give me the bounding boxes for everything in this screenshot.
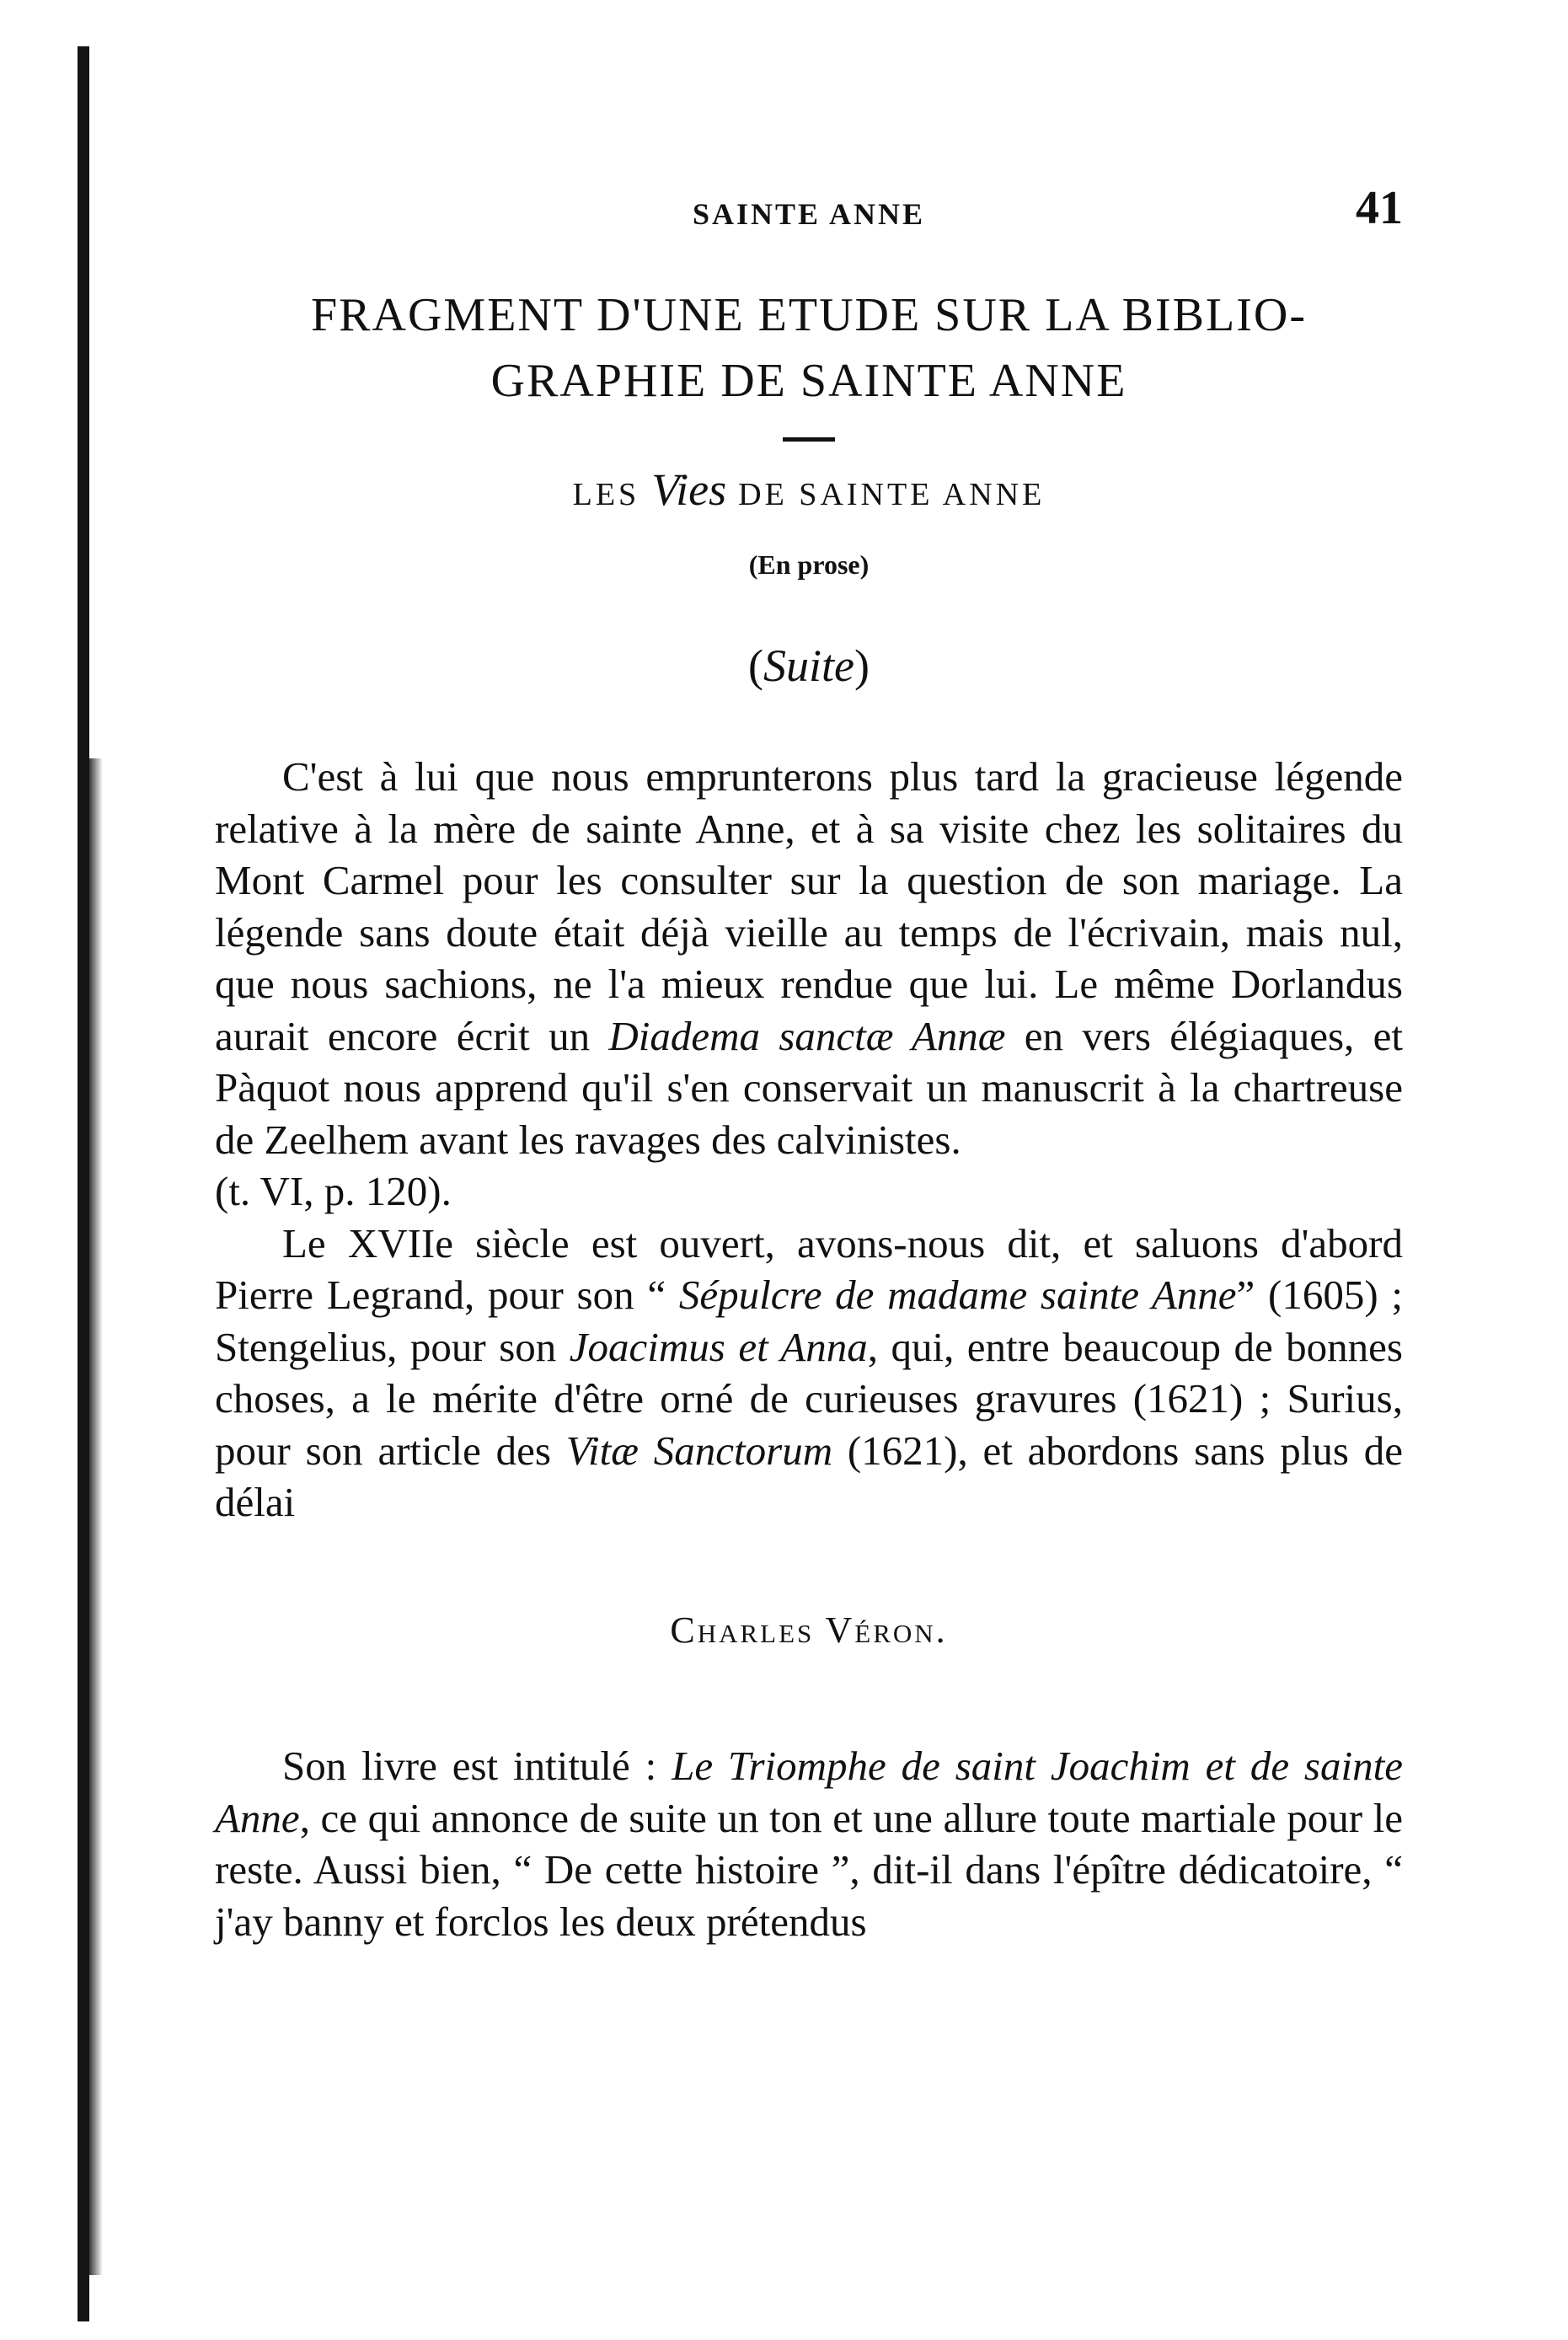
- section-heading: Charles Véron.: [670, 1609, 948, 1651]
- book-page: [215, 181, 1403, 1947]
- paragraph-1-text-1: C'est à lui que nous emprunterons plus tard la gracieuse légende relative à la mère de sainte Anne, et à sa visite chez les solitaires du Mont Carmel pour les consulter sur la question de son mariage. La légende sans doute était déjà vieille au temps de l'écrivain, mais nul, que nous sachions, ne l'a mieux rendue que lui. Le même Dorlandus aurait encore écrit un: [215, 753, 1403, 1059]
- running-title: SAINTE ANNE: [692, 197, 926, 231]
- suite-open: (: [748, 640, 763, 691]
- subtitle-italic: Vies: [651, 464, 727, 515]
- article-title: [215, 282, 1403, 414]
- body-text: [215, 751, 1403, 1947]
- title-line-2: GRAPHIE DE SAINTE ANNE: [490, 355, 1127, 407]
- paragraph-1-italic-1: Diadema sanctæ Annæ: [608, 1012, 1006, 1059]
- suite-italic: Suite: [763, 640, 854, 691]
- suite-close: ): [854, 640, 870, 691]
- paragraph-3-text-1: Son livre est intitulé :: [282, 1743, 672, 1789]
- gutter-shading: [89, 758, 103, 2275]
- book-spine-shadow: [78, 46, 89, 2321]
- paragraph-2-italic-1: Sépulcre de madame sainte Anne: [678, 1272, 1237, 1318]
- paragraph-2-text-1: Le XVIIe siècle est ouvert, avons-nous dit, et saluons d'abord Pierre Legrand, pour son “: [215, 1219, 1403, 1318]
- paragraph-3-text-2: , ce qui annonce de suite un ton et une allure toute martiale pour le reste. Aussi bien, “ De cette histoire ”, dit-il dans l'épître dédicatoire, “ j'ay banny et forclos les deux prétendus: [215, 1794, 1403, 1945]
- paragraph-3-italic-1: Le Triomphe de saint Joachim et de sainte Anne: [215, 1743, 1403, 1841]
- page-number: 41: [1356, 182, 1403, 234]
- paragraph-1: [215, 751, 1403, 1165]
- subtitle-after: DE SAINTE ANNE: [738, 477, 1046, 512]
- suite-label: [215, 640, 1403, 692]
- title-line-1: FRAGMENT D'UNE ETUDE SUR LA BIBLIO-: [311, 289, 1307, 341]
- subtitle-before: LES: [572, 477, 640, 512]
- paragraph-2-text-2: ” (1605) ; Stengelius, pour son: [215, 1272, 1403, 1370]
- paragraph-2-text-3: , qui, entre beaucoup de bonnes choses, a le mérite d'être orné de curieuses gravures (1621) ; Surius, pour son article des: [215, 1323, 1404, 1474]
- paragraph-2-text-4: (1621), et abordons sans plus de délai: [215, 1427, 1403, 1525]
- title-rule: [783, 437, 835, 442]
- paragraph-2-italic-2: Joacimus et Anna: [569, 1323, 868, 1370]
- paragraph-1-text-2: en vers élégiaques, et Pàquot nous apprend qu'il s'en conservait un manuscrit à la chartreuse de Zeelhem avant les ravages des calvinistes.: [215, 1012, 1403, 1163]
- paragraph-2-italic-3: Vitæ Sanctorum: [565, 1427, 833, 1474]
- paragraph-3: [215, 1740, 1403, 1947]
- paragraph-2: [215, 1218, 1403, 1529]
- prose-note: (En prose): [748, 549, 870, 580]
- running-header: [215, 181, 1403, 249]
- subtitle: [215, 463, 1403, 516]
- paragraph-1-reference: (t. VI, p. 120).: [215, 1168, 452, 1214]
